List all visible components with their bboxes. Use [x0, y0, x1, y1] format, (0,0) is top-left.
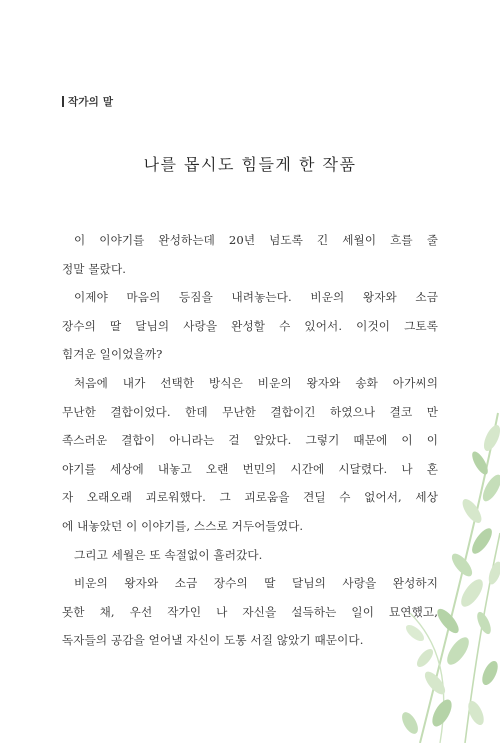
paragraph-4-line-1: 그리고 세월은 또 속절없이 흘러갔다.	[74, 547, 263, 562]
paragraph-2-line-3: 힘겨운 일이었을까?	[62, 347, 163, 362]
paragraph-3-line-4: 야기를 세상에 내놓고 오랜 번민의 시간에 시달렸다. 나 혼	[62, 461, 438, 476]
paragraph-1-line-2: 정말 몰랐다.	[62, 261, 127, 276]
section-label	[62, 94, 113, 109]
paragraph-3-line-6: 에 내놓았던 이 이야기를, 스스로 거두어들였다.	[62, 518, 304, 533]
paragraph-3-line-3: 족스러운 결합이 아니라는 걸 알았다. 그렇기 때문에 이 이	[62, 433, 438, 448]
paragraph-5-line-3: 독자들의 공감을 얻어낼 자신이 도통 서질 않았기 때문이다.	[62, 633, 364, 648]
paragraph-5-line-1: 비운의 왕자와 소금 장수의 딸 달님의 사랑을 완성하지	[74, 576, 438, 591]
chapter-title: 나를 몹시도 힘들게 한 작품	[143, 155, 357, 174]
paragraph-2-line-2: 장수의 딸 달님의 사랑을 완성할 수 있어서. 이것이 그토록	[62, 318, 438, 333]
paragraph-1-line-1: 이 이야기를 완성하는데 20년 넘도록 긴 세월이 흐를 줄	[74, 233, 438, 247]
paragraph-3-line-5: 자 오래오래 괴로워했다. 그 괴로움을 견딜 수 없어서, 세상	[62, 490, 438, 505]
paragraph-2-line-1: 이제야 마음의 등짐을 내려놓는다. 비운의 왕자와 소금	[74, 290, 438, 305]
leaf-decoration	[380, 383, 500, 743]
paragraph-5-line-2: 못한 채, 우선 작가인 나 자신을 설득하는 일이 묘연했고,	[62, 604, 438, 619]
paragraph-3-line-2: 무난한 결합이었다. 한데 무난한 결합이긴 하였으나 결코 만	[62, 404, 438, 419]
section-marker-bar	[62, 96, 64, 107]
paragraph-3-line-1: 처음에 내가 선택한 방식은 비운의 왕자와 송화 아가씨의	[74, 375, 438, 390]
section-label-text: 작가의 말	[68, 96, 114, 108]
